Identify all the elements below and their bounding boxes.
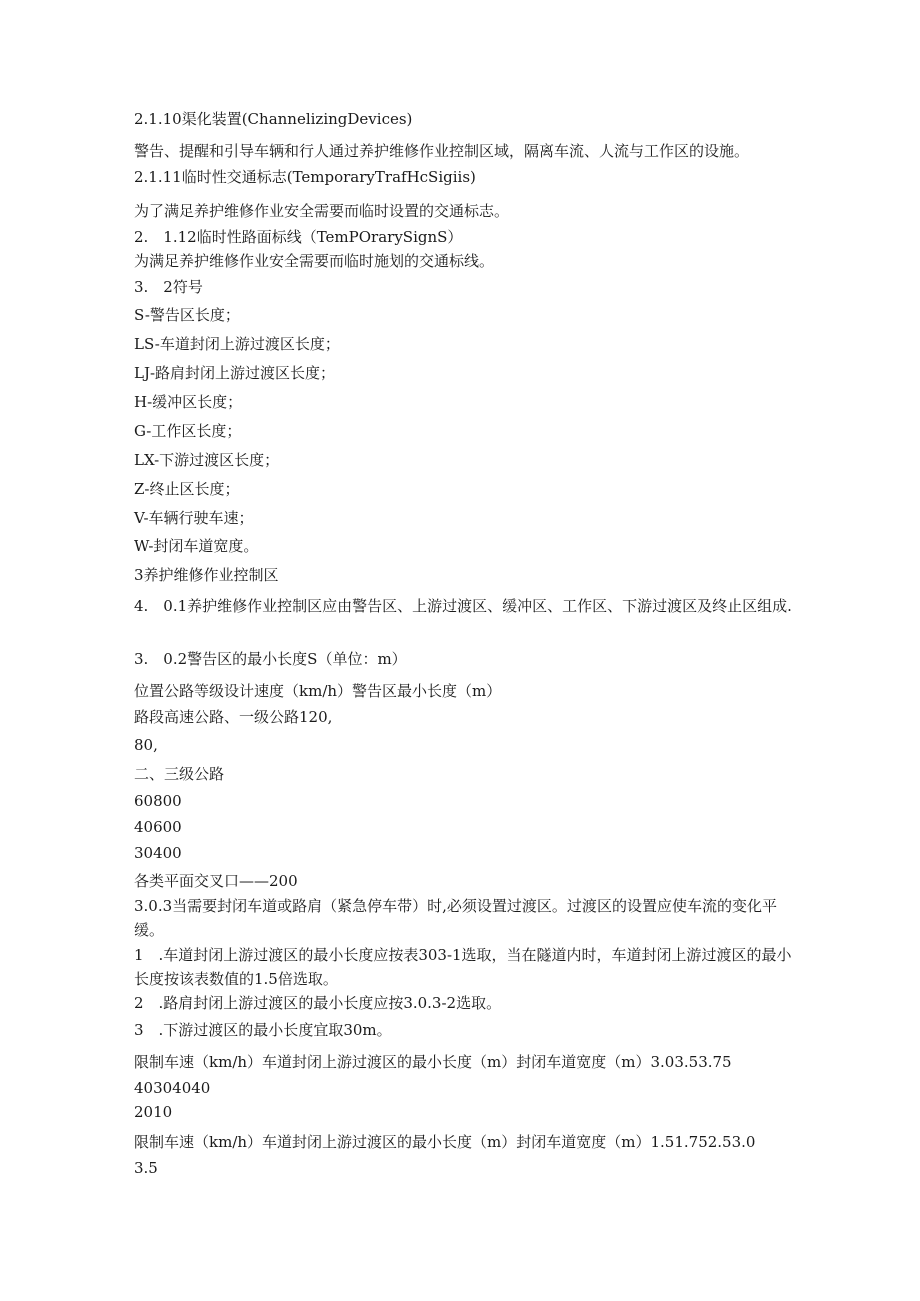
clause-3-0-3: 3.0.3当需要封闭车道或路肩（紧急停车带）时,必须设置过渡区。过渡区的设置应使车流的变化平缓。 — [134, 897, 777, 939]
paragraph-channelizing-definition: 警告、提醒和引导车辆和行人通过养护维修作业控制区域，隔离车流、人流与工作区的设施。 — [134, 142, 750, 160]
clause-3-0-2: 3. 0.2警告区的最小长度S（单位：m） — [134, 650, 407, 668]
table-row: 各类平面交叉口——200 — [134, 872, 298, 890]
table-row: 2010 — [134, 1103, 173, 1121]
symbol-item: LS-车道封闭上游过渡区长度； — [134, 335, 340, 353]
table-row: 3.5 — [134, 1159, 158, 1177]
symbol-item: G-工作区长度； — [134, 422, 242, 440]
table-row: 60800 — [134, 792, 182, 810]
clause-3-0-3-item-2: 2 .路肩封闭上游过渡区的最小长度应按3.0.3-2选取。 — [134, 994, 502, 1012]
section-2-1-12-heading: 2. 1.12临时性路面标线（TemPOrarySignS） — [134, 228, 463, 246]
table-header-shoulder-closure: 限制车速（km/h）车道封闭上游过渡区的最小长度（m）封闭车道宽度（m）1.51.752.53.0 — [134, 1133, 756, 1151]
symbol-item: W-封闭车道宽度。 — [134, 537, 259, 555]
section-3-heading: 3养护维修作业控制区 — [134, 566, 279, 584]
table-row: 二、三级公路 — [134, 765, 225, 783]
table-row: 80, — [134, 736, 158, 754]
section-2-1-11-heading: 2.1.11临时性交通标志(TemporaryTrafHcSigiis) — [134, 168, 476, 186]
clause-3-0-3-item-3: 3 .下游过渡区的最小长度宜取30m。 — [134, 1021, 392, 1039]
symbol-item: Z-终止区长度； — [134, 480, 240, 498]
paragraph-temporary-sign-definition: 为了满足养护维修作业安全需要而临时设置的交通标志。 — [134, 202, 510, 220]
symbol-item: S-警告区长度； — [134, 306, 240, 324]
symbol-item: H-缓冲区长度； — [134, 393, 243, 411]
symbol-item: LJ-路肩封闭上游过渡区长度； — [134, 364, 336, 382]
symbol-item: LX-下游过渡区长度； — [134, 451, 280, 469]
table-header-warning-zone: 位置公路等级设计速度（km/h）警告区最小长度（m） — [134, 682, 502, 700]
paragraph-temporary-marking-definition: 为满足养护维修作业安全需要而临时施划的交通标线。 — [134, 252, 495, 270]
clause-3-0-1: 4. 0.1养护维修作业控制区应由警告区、上游过渡区、缓冲区、工作区、下游过渡区及终止区组成. — [134, 597, 792, 615]
section-3-2-heading: 3. 2符号 — [134, 278, 203, 296]
section-2-1-10-heading: 2.1.10渠化装置(ChannelizingDevices) — [134, 110, 413, 128]
table-row: 40304040 — [134, 1079, 211, 1097]
symbol-item: V-车辆行驶车速； — [134, 509, 254, 527]
table-row: 40600 — [134, 818, 182, 836]
table-row: 30400 — [134, 844, 182, 862]
table-header-lane-closure: 限制车速（km/h）车道封闭上游过渡区的最小长度（m）封闭车道宽度（m）3.03.53.75 — [134, 1053, 732, 1071]
clause-3-0-3-item-1: 1 .车道封闭上游过渡区的最小长度应按表303-1选取，当在隧道内时，车道封闭上游过渡区的最小长度按该表数值的1.5倍选取。 — [134, 946, 792, 988]
table-row: 路段高速公路、一级公路120, — [134, 708, 333, 726]
